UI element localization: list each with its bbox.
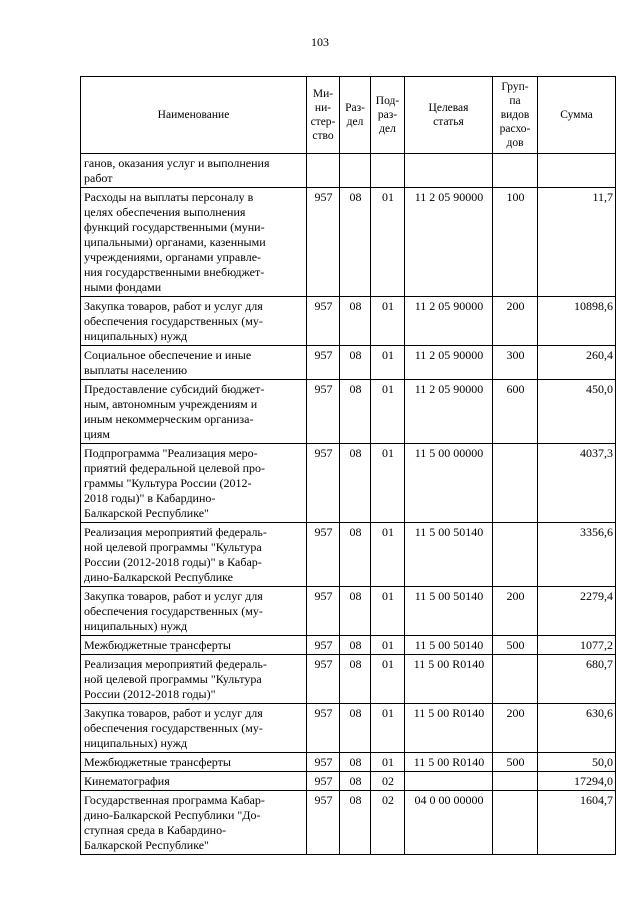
cell-ministry: 957 [307,704,340,753]
page-number: 103 [311,35,329,49]
cell-group [493,772,538,791]
cell-name: Подпрограмма "Реализация меро- приятий федеральной целевой про- граммы "Культура России (2012- 2018 годы)" в Кабардино- Балкарской Республике" [81,444,307,523]
cell-subsection: 02 [371,772,405,791]
cell-sum: 4037,3 [538,444,616,523]
cell-target: 11 2 05 90000 [405,297,493,346]
table-row [81,791,616,855]
table-row [81,188,616,297]
cell-section: 08 [340,655,371,704]
cell-target: 11 5 00 50140 [405,587,493,636]
cell-target [405,154,493,188]
cell-group: 300 [493,346,538,380]
cell-subsection [371,154,405,188]
cell-subsection: 01 [371,380,405,444]
cell-name: Межбюджетные трансферты [81,636,307,655]
cell-section [340,154,371,188]
cell-subsection: 01 [371,444,405,523]
cell-sum: 680,7 [538,655,616,704]
table-row [81,655,616,704]
cell-ministry: 957 [307,791,340,855]
cell-ministry: 957 [307,380,340,444]
cell-group [493,523,538,587]
cell-sum: 10898,6 [538,297,616,346]
cell-sum: 1077,2 [538,636,616,655]
cell-section: 08 [340,636,371,655]
table-row [81,753,616,772]
cell-section: 08 [340,380,371,444]
cell-name: Закупка товаров, работ и услуг для обеспечения государственных (му- ниципальных) нужд [81,587,307,636]
cell-group: 200 [493,587,538,636]
cell-group: 100 [493,188,538,297]
table-row [81,380,616,444]
cell-target: 11 5 00 50140 [405,636,493,655]
header-section: Раз- дел [340,77,371,154]
cell-subsection: 01 [371,753,405,772]
cell-subsection: 01 [371,655,405,704]
header-target: Целевая статья [405,77,493,154]
cell-target: 04 0 00 00000 [405,791,493,855]
cell-subsection: 02 [371,791,405,855]
cell-section: 08 [340,772,371,791]
cell-name: Реализация мероприятий федераль- ной целевой программы "Культура России (2012-2018 годы)" в Кабар- дино-Балкарской Республике [81,523,307,587]
budget-table [80,76,616,855]
cell-target: 11 5 00 R0140 [405,655,493,704]
cell-target: 11 5 00 50140 [405,523,493,587]
cell-target: 11 5 00 00000 [405,444,493,523]
table-row [81,772,616,791]
table-row [81,704,616,753]
cell-name: Реализация мероприятий федераль- ной целевой программы "Культура России (2012-2018 годы)" [81,655,307,704]
cell-target [405,772,493,791]
cell-name: Предоставление субсидий бюджет- ным, автономным учреждениям и иным некоммерческим организа- циям [81,380,307,444]
cell-target: 11 5 00 R0140 [405,753,493,772]
cell-subsection: 01 [371,523,405,587]
cell-section: 08 [340,188,371,297]
cell-sum: 50,0 [538,753,616,772]
cell-sum: 3356,6 [538,523,616,587]
cell-name: Закупка товаров, работ и услуг для обеспечения государственных (му- ниципальных) нужд [81,297,307,346]
cell-target: 11 2 05 90000 [405,188,493,297]
cell-group: 500 [493,753,538,772]
cell-target: 11 2 05 90000 [405,380,493,444]
cell-subsection: 01 [371,297,405,346]
cell-section: 08 [340,587,371,636]
cell-target: 11 5 00 R0140 [405,704,493,753]
header-ministry: Ми- ни- стер- ство [307,77,340,154]
cell-subsection: 01 [371,346,405,380]
cell-sum: 450,0 [538,380,616,444]
cell-group [493,444,538,523]
cell-name: Социальное обеспечение и иные выплаты населению [81,346,307,380]
cell-sum: 2279,4 [538,587,616,636]
table-header-row [81,77,616,154]
cell-target: 11 2 05 90000 [405,346,493,380]
cell-subsection: 01 [371,587,405,636]
table-row [81,587,616,636]
cell-name: ганов, оказания услуг и выполнения работ [81,154,307,188]
cell-ministry: 957 [307,346,340,380]
cell-section: 08 [340,297,371,346]
cell-group [493,655,538,704]
cell-group: 200 [493,704,538,753]
cell-sum [538,154,616,188]
cell-sum: 630,6 [538,704,616,753]
cell-section: 08 [340,444,371,523]
cell-section: 08 [340,753,371,772]
cell-group: 200 [493,297,538,346]
table-row [81,523,616,587]
cell-group [493,154,538,188]
table-row [81,154,616,188]
header-name: Наименование [81,77,307,154]
cell-subsection: 01 [371,704,405,753]
table-row [81,444,616,523]
cell-name: Закупка товаров, работ и услуг для обеспечения государственных (му- ниципальных) нужд [81,704,307,753]
cell-ministry: 957 [307,636,340,655]
cell-ministry: 957 [307,297,340,346]
cell-sum: 17294,0 [538,772,616,791]
cell-name: Кинематография [81,772,307,791]
cell-name: Межбюджетные трансферты [81,753,307,772]
table-row [81,346,616,380]
header-subsection: Под- раз- дел [371,77,405,154]
cell-subsection: 01 [371,188,405,297]
cell-sum: 11,7 [538,188,616,297]
cell-section: 08 [340,346,371,380]
cell-ministry: 957 [307,655,340,704]
cell-section: 08 [340,704,371,753]
cell-ministry: 957 [307,587,340,636]
cell-group: 500 [493,636,538,655]
cell-ministry: 957 [307,772,340,791]
cell-ministry [307,154,340,188]
cell-ministry: 957 [307,523,340,587]
cell-section: 08 [340,791,371,855]
cell-subsection: 01 [371,636,405,655]
cell-group: 600 [493,380,538,444]
cell-group [493,791,538,855]
cell-section: 08 [340,523,371,587]
header-group: Груп- па видов расхо- дов [493,77,538,154]
cell-ministry: 957 [307,753,340,772]
cell-ministry: 957 [307,188,340,297]
cell-name: Расходы на выплаты персоналу в целях обеспечения выполнения функций государственными (муни- ципальными) органами, казенными учреждениями, органами управле- ния государственными внебюджет- ными фондами [81,188,307,297]
table-row [81,297,616,346]
cell-sum: 260,4 [538,346,616,380]
table-row [81,636,616,655]
cell-ministry: 957 [307,444,340,523]
cell-sum: 1604,7 [538,791,616,855]
header-sum: Сумма [538,77,616,154]
cell-name: Государственная программа Кабар- дино-Балкарской Республики "До- ступная среда в Кабардино- Балкарской Республике" [81,791,307,855]
